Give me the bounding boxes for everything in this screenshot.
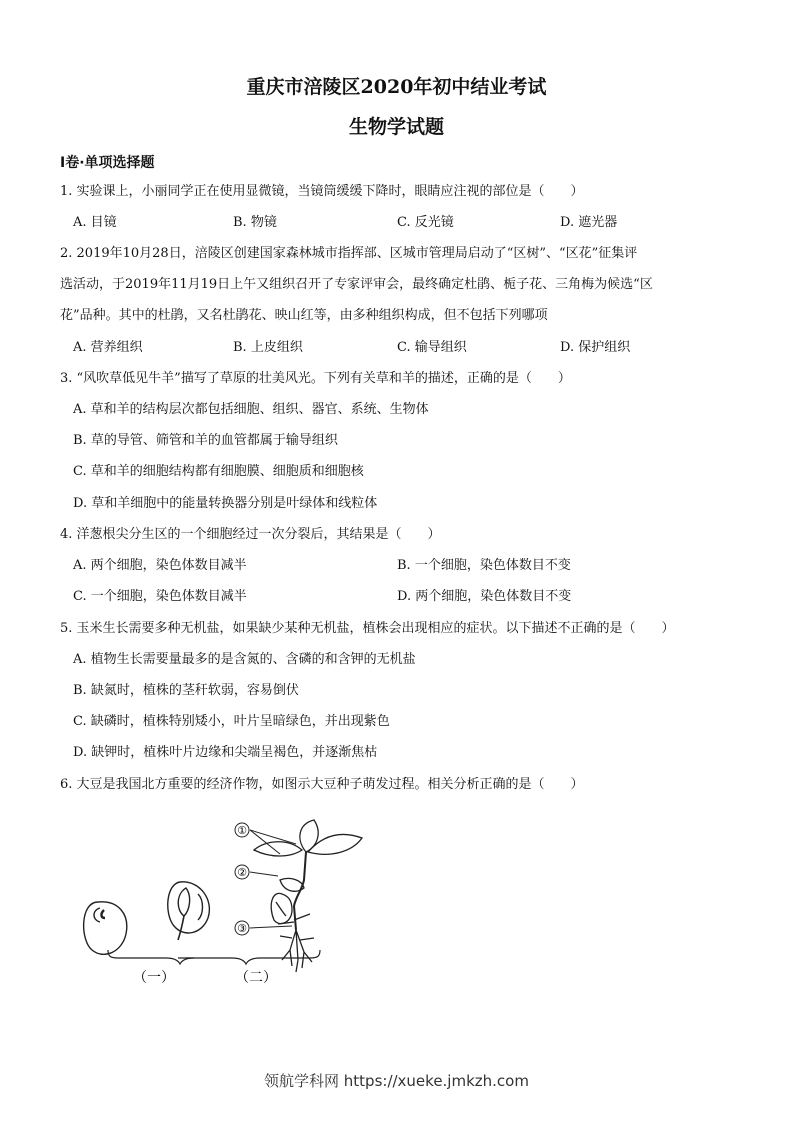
question-1-option-d: D. 遮光器 xyxy=(560,215,618,230)
question-1-option-c: C. 反光镜 xyxy=(397,215,454,230)
question-2-stem-line-3: 花”品种。其中的杜鹃，又名杜鹃花、映山红等，由多种组织构成，但不包括下列哪项 xyxy=(60,308,548,323)
question-6-stem: 6. 大豆是我国北方重要的经济作物，如图示大豆种子萌发过程。相关分析正确的是（ ） xyxy=(60,777,584,792)
question-2-option-a: A. 营养组织 xyxy=(73,340,143,355)
label-2: ② xyxy=(237,866,247,879)
question-3-option-d: D. 草和羊细胞中的能量转换器分别是叶绿体和线粒体 xyxy=(73,496,378,511)
bracket-stage-2 xyxy=(186,950,320,964)
question-2-stem-line-1: 2. 2019年10月28日，涪陵区创建国家森林城市指挥部、区城市管理局启动了“区树”、“区花”征集评 xyxy=(60,246,638,261)
question-5-option-c: C. 缺磷时，植株特别矮小，叶片呈暗绿色，并出现紫色 xyxy=(73,714,390,729)
question-1-stem: 1. 实验课上，小丽同学正在使用显微镜，当镜筒缓缓下降时，眼睛应注视的部位是（ ） xyxy=(60,184,584,199)
exam-subtitle: 生物学试题 xyxy=(348,116,444,138)
question-4-option-c: C. 一个细胞，染色体数目减半 xyxy=(73,589,247,604)
exam-title: 重庆市涪陵区2020年初中结业考试 xyxy=(246,76,547,98)
label-1: ① xyxy=(237,824,247,837)
label-3: ③ xyxy=(237,922,247,935)
question-4-option-a: A. 两个细胞，染色体数目减半 xyxy=(73,558,247,573)
section-heading: Ⅰ卷·单项选择题 xyxy=(60,155,155,171)
question-5-option-a: A. 植物生长需要量最多的是含氮的、含磷的和含钾的无机盐 xyxy=(73,652,416,667)
question-1-option-b: B. 物镜 xyxy=(233,215,277,230)
question-2-option-d: D. 保护组织 xyxy=(560,340,631,355)
seedling-illustration xyxy=(254,820,362,972)
footer-watermark: 领航学科网 https://xueke.jmkzh.com xyxy=(264,1072,529,1090)
question-5-option-d: D. 缺钾时，植株叶片边缘和尖端呈褐色，并逐渐焦枯 xyxy=(73,745,378,760)
germinating-seed-illustration xyxy=(168,882,210,940)
question-4-stem: 4. 洋葱根尖分生区的一个细胞经过一次分裂后，其结果是（ ） xyxy=(60,527,441,542)
bracket-stage-1 xyxy=(108,950,194,964)
question-4-option-d: D. 两个细胞，染色体数目不变 xyxy=(397,589,572,604)
question-3-option-c: C. 草和羊的细胞结构都有细胞膜、细胞质和细胞核 xyxy=(73,464,364,479)
bracket-label-2: （二） xyxy=(235,970,277,986)
question-3-stem: 3. “风吹草低见牛羊”描写了草原的壮美风光。下列有关草和羊的描述，正确的是（ ） xyxy=(60,371,571,386)
question-2-option-b: B. 上皮组织 xyxy=(233,340,303,355)
seed-germination-figure xyxy=(70,810,390,990)
question-1-option-a: A. 目镜 xyxy=(73,215,117,230)
question-3-option-a: A. 草和羊的结构层次都包括细胞、组织、器官、系统、生物体 xyxy=(73,402,429,417)
question-3-option-b: B. 草的导管、筛管和羊的血管都属于输导组织 xyxy=(73,433,338,448)
bracket-label-1: （一） xyxy=(133,970,175,986)
question-5-option-b: B. 缺氮时，植株的茎秆软弱，容易倒伏 xyxy=(73,683,299,698)
seed-illustration xyxy=(84,902,127,955)
question-4-option-b: B. 一个细胞，染色体数目不变 xyxy=(397,558,571,573)
question-2-stem-line-2: 选活动，于2019年11月19日上午又组织召开了专家评审会，最终确定杜鹃、栀子花、三角梅为候选“区 xyxy=(60,277,653,292)
question-5-stem: 5. 玉米生长需要多种无机盐，如果缺少某种无机盐，植株会出现相应的症状。以下描述不正确的是（ ） xyxy=(60,621,675,636)
question-2-option-c: C. 输导组织 xyxy=(397,340,467,355)
